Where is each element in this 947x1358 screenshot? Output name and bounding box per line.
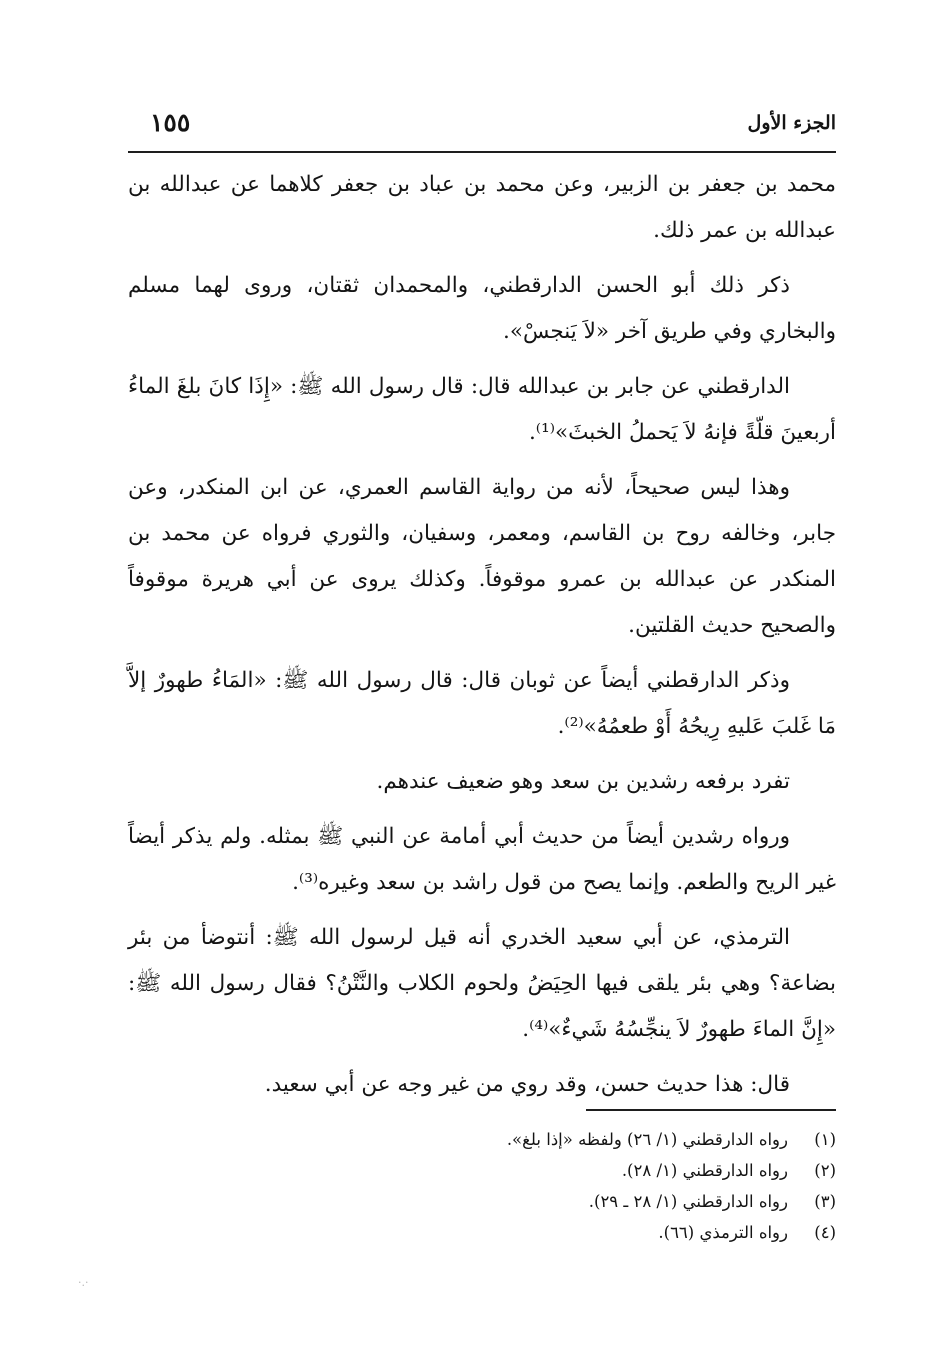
footnote-text: رواه الدارقطني (١/ ٢٨ ـ ٢٩).	[588, 1192, 788, 1211]
footnote-item	[128, 1186, 836, 1217]
footnote-item	[128, 1155, 836, 1186]
footnote-text: رواه الدارقطني (١/ ٢٨).	[621, 1161, 788, 1180]
footnotes	[128, 1124, 836, 1248]
paragraph-grading: وهذا ليس صحيحاً، لأنه من رواية القاسم العمري، عن ابن المنكدر، وعن جابر، وخالفه روح بن القاسم، ومعمر، وسفيان، والثوري فرواه عن محمد بن المنكدر عن عبدالله بن عمرو موقوفاً. وكذلك يروى عن أبي هريرة موقوفاً والصحيح حديث القلتين.	[128, 475, 836, 638]
footnote-text: رواه الدارقطني (١/ ٢٦) ولفظه «إذا بلغ».	[506, 1130, 788, 1149]
footnote-item	[128, 1217, 836, 1248]
main-text	[128, 162, 836, 1117]
paragraph-tirmidhi-verdict: قال: هذا حديث حسن، وقد روي من غير وجه عن أبي سعيد.	[264, 1072, 790, 1097]
paragraph-continuation: محمد بن جعفر بن الزبير، وعن محمد بن عباد بن جعفر كلاهما عن عبدالله بن عبدالله بن عمر ذلك.	[128, 172, 836, 243]
chapter-title: الجزء الأول	[747, 112, 836, 134]
page-number: ١٥٥	[150, 108, 191, 137]
paragraph-rishdin-note: تفرد برفعه رشدين بن سعد وهو ضعيف عندهم.	[376, 769, 790, 794]
footnote-text: رواه الترمذي (٦٦).	[658, 1223, 788, 1242]
paragraph-thawban-hadith: وذكر الدارقطني أيضاً عن ثوبان قال: قال رسول الله ﷺ: «المَاءُ طهورٌ إلاَّ مَا غَلبَ عَليهِ رِيحُهُ أَوْ طعمُهُ»⁽²⁾.	[128, 668, 836, 739]
running-header	[128, 108, 836, 144]
footnote-number: (١)	[814, 1130, 836, 1149]
footnote-number: (٣)	[814, 1192, 836, 1211]
header-divider	[128, 151, 836, 153]
scan-speck: ·.·	[78, 1276, 89, 1289]
paragraph-abu-umama: ورواه رشدين أيضاً من حديث أبي أمامة عن النبي ﷺ بمثله. ولم يذكر أيضاً غير الريح والطعم. وإنما يصح من قول راشد بن سعد وغيره⁽³⁾.	[128, 824, 836, 895]
paragraph-jabir-hadith: الدارقطني عن جابر بن عبدالله قال: قال رسول الله ﷺ: «إِذَا كانَ بلغَ الماءُ أربعينَ قلّةً فإنهُ لاَ يَحملُ الخبثَ»⁽¹⁾.	[128, 374, 836, 445]
paragraph-daraqutni-mention: ذكر ذلك أبو الحسن الدارقطني، والمحمدان ثقتان، وروى لهما مسلم والبخاري وفي طريق آخر «لاَ يَنجسْ».	[128, 273, 836, 344]
footnote-number: (٤)	[814, 1223, 836, 1242]
paragraph-budaa-well: الترمذي، عن أبي سعيد الخدري أنه قيل لرسول الله ﷺ: أنتوضأ من بئر بضاعة؟ وهي بئر يلقى فيها الحِيَضُ ولحوم الكلاب والنَّتْنُ؟ فقال رسول الله ﷺ: «إِنَّ الماءَ طهورٌ لاَ ينجِّسُهُ شَيءٌ»⁽⁴⁾.	[128, 925, 836, 1042]
footnote-divider	[586, 1109, 836, 1111]
footnote-number: (٢)	[814, 1161, 836, 1180]
footnote-item	[128, 1124, 836, 1155]
